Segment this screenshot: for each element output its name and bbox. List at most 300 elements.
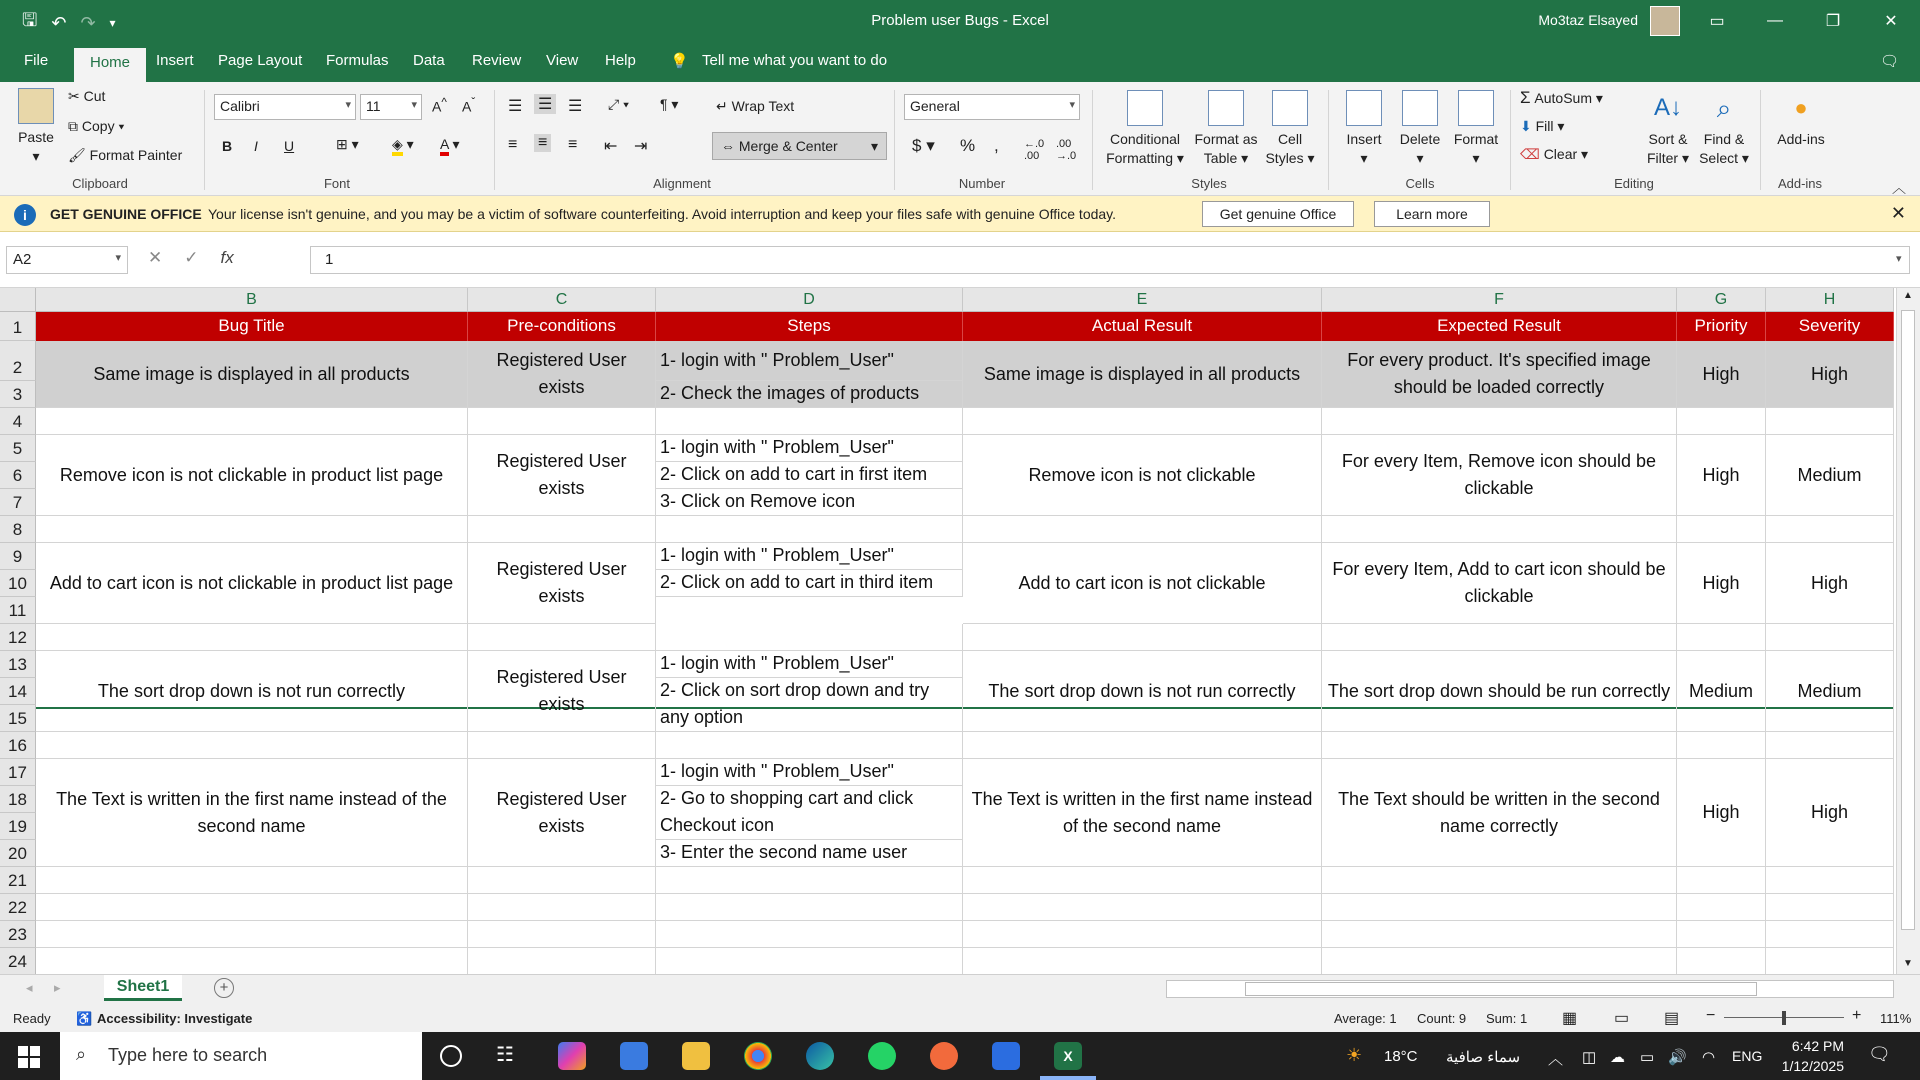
wrap-icon: ↵ xyxy=(716,98,728,114)
bug-priority-cell[interactable]: High xyxy=(1677,759,1766,867)
formula-input[interactable]: 1 xyxy=(310,246,1910,274)
number-group-label: Number xyxy=(958,176,1006,191)
row-header[interactable]: 12 xyxy=(0,624,36,651)
empty-cell[interactable] xyxy=(36,894,468,921)
empty-cell[interactable] xyxy=(656,894,963,921)
row-header[interactable]: 11 xyxy=(0,597,36,624)
bug-actual-cell[interactable]: Add to cart icon is not clickable xyxy=(963,543,1322,624)
bug-step-cell[interactable]: 2- Click on add to cart in first item xyxy=(656,462,963,489)
zoom-in-icon[interactable]: + xyxy=(1852,1007,1862,1024)
insert-function-button[interactable]: fx xyxy=(220,248,234,267)
bug-title-cell[interactable]: The Text is written in the first name instead of the second name xyxy=(36,759,468,867)
bug-priority-cell[interactable]: Medium xyxy=(1677,651,1766,732)
cut-button[interactable]: ✂ Cut xyxy=(68,88,106,104)
empty-cell[interactable] xyxy=(656,408,963,435)
bug-severity-cell[interactable]: High xyxy=(1766,759,1894,867)
bug-actual-cell[interactable]: The Text is written in the first name instead of the second name xyxy=(963,759,1322,867)
weather-description[interactable]: سماء صافية xyxy=(1446,1049,1521,1066)
table-icon xyxy=(1208,90,1244,126)
name-box[interactable]: A2 ▾ xyxy=(6,246,128,274)
task-view-icon[interactable] xyxy=(440,1045,462,1067)
cell-styles-button[interactable]: Cell Styles ▾ xyxy=(1262,90,1318,168)
bug-step-cell[interactable]: 1- login with " Problem_User" xyxy=(656,543,963,570)
conditional-formatting-button[interactable]: Conditional Formatting ▾ xyxy=(1100,90,1190,168)
zoom-slider-thumb[interactable] xyxy=(1782,1011,1786,1025)
empty-cell[interactable] xyxy=(963,867,1322,894)
empty-cell[interactable] xyxy=(468,408,656,435)
normal-view-icon[interactable]: ▦ xyxy=(1562,1010,1578,1027)
header-cell-priority[interactable]: Priority xyxy=(1677,312,1766,341)
bug-step-cell[interactable]: 1- login with " Problem_User" xyxy=(656,759,963,786)
title-bar xyxy=(0,0,1920,42)
insert-cells-icon xyxy=(1346,90,1382,126)
row-header[interactable]: 24 xyxy=(0,948,36,974)
add-sheet-icon[interactable]: + xyxy=(214,978,234,998)
decrease-decimal-icon[interactable]: .00 →.0 xyxy=(1056,138,1077,162)
empty-cell[interactable] xyxy=(1677,894,1766,921)
sigma-icon: Σ xyxy=(1520,88,1531,107)
currency-button[interactable]: $ ▾ xyxy=(912,136,935,155)
banner-message: Your license isn't genuine, and you may be a victim of software counterfeiting. Avoid interruption and keep your files safe with genuine Office today. xyxy=(208,206,1117,222)
row-header[interactable]: 15 xyxy=(0,705,36,732)
bug-title-cell[interactable]: The sort drop down is not run correctly xyxy=(36,651,468,732)
empty-cell[interactable] xyxy=(963,732,1322,759)
percent-button[interactable]: % xyxy=(960,136,976,155)
bug-actual-cell[interactable]: Same image is displayed in all products xyxy=(963,341,1322,408)
empty-cell[interactable] xyxy=(963,408,1322,435)
bug-step-cell[interactable]: 2- Check the images of products xyxy=(656,381,963,408)
empty-cell[interactable] xyxy=(1677,732,1766,759)
bug-step-cell[interactable]: 2- Click on sort drop down and try any option xyxy=(656,678,963,732)
tab-view[interactable]: View xyxy=(546,52,579,69)
temperature[interactable]: 18°C xyxy=(1384,1048,1418,1065)
row-header[interactable]: 1 xyxy=(0,312,36,341)
wrap-text-button[interactable]: ↵ Wrap Text xyxy=(716,98,795,114)
empty-cell[interactable] xyxy=(468,624,656,651)
sort-filter-button[interactable]: A↓ Sort & Filter ▾ xyxy=(1640,90,1696,168)
chrome-icon[interactable] xyxy=(744,1042,772,1070)
accessibility-icon: ♿ xyxy=(76,1011,93,1026)
middle-align-icon[interactable]: ☰ xyxy=(534,94,556,114)
bug-priority-cell[interactable]: High xyxy=(1677,435,1766,516)
column-header-d[interactable]: D xyxy=(656,288,963,312)
ribbon-tabs xyxy=(0,42,1920,82)
ribbon xyxy=(0,82,1920,196)
empty-cell[interactable] xyxy=(656,867,963,894)
row-header[interactable]: 14 xyxy=(0,678,36,705)
editing-group-label: Editing xyxy=(1614,176,1654,191)
empty-cell[interactable] xyxy=(36,948,468,974)
clock[interactable] xyxy=(1782,1036,1844,1076)
empty-cell[interactable] xyxy=(1322,516,1677,543)
tab-page-layout[interactable]: Page Layout xyxy=(218,52,303,69)
italic-button[interactable]: I xyxy=(254,138,258,154)
format-cells-icon xyxy=(1458,90,1494,126)
cell-styles-icon xyxy=(1272,90,1308,126)
customize-qat-icon[interactable]: ▾ xyxy=(109,16,116,30)
fill-button[interactable]: ⬇ Fill ▾ xyxy=(1520,118,1565,134)
fill-color-icon[interactable]: ◈ ▾ xyxy=(392,136,414,153)
copy-button[interactable]: ⧉ Copy ▾ xyxy=(68,118,125,134)
header-cell-severity[interactable]: Severity xyxy=(1766,312,1894,341)
empty-cell[interactable] xyxy=(1766,921,1894,948)
enter-icon[interactable]: ✓ xyxy=(184,248,199,267)
row-header[interactable]: 18 xyxy=(0,786,36,813)
autosum-button[interactable]: Σ AutoSum ▾ xyxy=(1520,88,1603,107)
empty-cell[interactable] xyxy=(1322,867,1677,894)
find-select-button[interactable]: ⌕ Find & Select ▾ xyxy=(1696,90,1752,168)
shrink-font-icon[interactable]: $A^ˇ$ xyxy=(462,96,476,115)
column-header-h[interactable]: H xyxy=(1766,288,1894,312)
header-cell-bug-title[interactable]: Bug Title xyxy=(36,312,468,341)
bug-expected-cell[interactable]: For every Item, Remove icon should be clickable xyxy=(1322,435,1677,516)
empty-cell[interactable] xyxy=(1766,867,1894,894)
tab-file[interactable]: File xyxy=(24,52,49,69)
empty-cell[interactable] xyxy=(1322,624,1677,651)
close-icon[interactable]: ✕ xyxy=(1884,13,1898,30)
redo-icon[interactable]: ↷ xyxy=(80,12,96,33)
postman-icon[interactable] xyxy=(930,1042,958,1070)
empty-cell[interactable] xyxy=(468,948,656,974)
empty-cell[interactable] xyxy=(1322,732,1677,759)
status-count: Count: 9 xyxy=(1417,1011,1467,1026)
align-center-icon[interactable]: ≡ xyxy=(534,134,551,152)
conditional-formatting-icon xyxy=(1127,90,1163,126)
horizontal-scrollbar[interactable] xyxy=(1166,980,1894,998)
paste-icon xyxy=(18,88,54,124)
empty-cell[interactable] xyxy=(36,921,468,948)
formula-bar xyxy=(0,232,1920,288)
row-header[interactable]: 2 xyxy=(0,341,36,381)
horizontal-scroll-thumb[interactable] xyxy=(1245,982,1757,996)
empty-cell[interactable] xyxy=(1322,408,1677,435)
search-icon: ⌕ xyxy=(76,1044,87,1064)
column-header-c[interactable]: C xyxy=(468,288,656,312)
bug-pre-cell[interactable]: Registered User exists xyxy=(468,651,656,732)
format-as-table-button[interactable]: Format as Table ▾ xyxy=(1190,90,1262,168)
empty-cell[interactable] xyxy=(1677,948,1766,974)
bug-pre-cell[interactable]: Registered User exists xyxy=(468,435,656,516)
sheet-tab-bar xyxy=(0,974,1920,1004)
banner-close-icon[interactable]: ✕ xyxy=(1890,203,1906,223)
bug-step-cell[interactable]: 1- login with " Problem_User" xyxy=(656,435,963,462)
row-header[interactable]: 8 xyxy=(0,516,36,543)
sheet-tab-sheet1[interactable]: Sheet1 xyxy=(104,975,182,1001)
empty-cell[interactable] xyxy=(1677,867,1766,894)
bug-priority-cell[interactable]: High xyxy=(1677,341,1766,408)
rtl-icon[interactable]: ¶ ▾ xyxy=(660,96,679,112)
learn-more-button[interactable]: Learn more xyxy=(1374,201,1490,227)
windows-taskbar xyxy=(0,1032,1920,1080)
bug-actual-cell[interactable]: Remove icon is not clickable xyxy=(963,435,1322,516)
bug-step-cell[interactable]: 3- Click on Remove icon xyxy=(656,489,963,516)
column-header-g[interactable]: G xyxy=(1677,288,1766,312)
column-header-e[interactable]: E xyxy=(963,288,1322,312)
grow-font-icon[interactable]: A^ xyxy=(432,96,447,115)
empty-cell[interactable] xyxy=(1677,408,1766,435)
empty-cell[interactable] xyxy=(656,921,963,948)
bottom-align-icon[interactable]: ☰ xyxy=(568,98,583,115)
column-header-f[interactable]: F xyxy=(1322,288,1677,312)
align-right-icon[interactable]: ≡ xyxy=(568,136,578,153)
empty-cell[interactable] xyxy=(1766,948,1894,974)
empty-cell[interactable] xyxy=(36,516,468,543)
alignment-group-label: Alignment xyxy=(653,176,711,191)
weather-icon: ☀ xyxy=(1346,1045,1363,1065)
tab-review[interactable]: Review xyxy=(472,52,522,69)
expand-formula-bar-icon[interactable]: ▾ xyxy=(1896,253,1902,265)
row-header[interactable]: 19 xyxy=(0,813,36,840)
eraser-icon: ⌫ xyxy=(1520,146,1540,162)
scissors-icon: ✂ xyxy=(68,88,80,104)
save-icon[interactable]: 🖫 xyxy=(22,10,38,30)
tab-data[interactable]: Data xyxy=(413,52,445,69)
bug-expected-cell[interactable]: For every product. It's specified image should be loaded correctly xyxy=(1322,341,1677,408)
bug-title-cell[interactable]: Remove icon is not clickable in product list page xyxy=(36,435,468,516)
empty-cell[interactable] xyxy=(656,516,963,543)
fill-down-icon: ⬇ xyxy=(1520,118,1532,134)
bug-step-cell[interactable]: 2- Go to shopping cart and click Checkout icon xyxy=(656,786,963,840)
bug-severity-cell[interactable]: Medium xyxy=(1766,435,1894,516)
empty-cell[interactable] xyxy=(1677,516,1766,543)
row-header[interactable]: 23 xyxy=(0,921,36,948)
get-genuine-office-button[interactable]: Get genuine Office xyxy=(1202,201,1354,227)
empty-cell[interactable] xyxy=(36,624,468,651)
bold-button[interactable]: B xyxy=(222,138,233,154)
row-header[interactable]: 4 xyxy=(0,408,36,435)
tab-insert[interactable]: Insert xyxy=(156,52,194,69)
restore-icon[interactable]: ❐ xyxy=(1825,13,1841,30)
number-format-combo[interactable]: General ▾ xyxy=(904,94,1080,120)
cancel-icon[interactable]: ✕ xyxy=(148,248,163,267)
orientation-icon[interactable]: ⤢ ▾ xyxy=(608,96,629,112)
collapse-ribbon-icon[interactable]: ︿ xyxy=(1892,180,1906,196)
vertical-scroll-thumb[interactable] xyxy=(1901,310,1915,930)
borders-icon[interactable]: ⊞ ▾ xyxy=(336,136,359,152)
empty-cell[interactable] xyxy=(963,624,1322,651)
row-header[interactable]: 13 xyxy=(0,651,36,678)
tab-home[interactable]: Home xyxy=(74,48,146,82)
status-ready: Ready xyxy=(13,1011,51,1026)
taskbar-search[interactable]: ⌕ Type here to search xyxy=(60,1032,422,1080)
excel-active-indicator xyxy=(1040,1076,1096,1080)
zoom-level[interactable]: 111% xyxy=(1880,1011,1912,1026)
add-ins-button[interactable]: ● Add-ins xyxy=(1768,90,1834,149)
status-sum: Sum: 1 xyxy=(1486,1011,1528,1026)
paste-button[interactable]: Paste ▾ xyxy=(14,88,58,166)
row-header[interactable]: 6 xyxy=(0,462,36,489)
comments-icon[interactable]: 🗨 xyxy=(1880,53,1900,70)
empty-cell[interactable] xyxy=(963,516,1322,543)
insert-cells-button[interactable]: Insert ▾ xyxy=(1336,90,1392,168)
battery-icon[interactable]: ▭ xyxy=(1640,1049,1655,1066)
excel-taskbar-icon[interactable]: X xyxy=(1054,1042,1082,1070)
bug-expected-cell[interactable]: For every Item, Add to cart icon should be clickable xyxy=(1322,543,1677,624)
lightbulb-icon: 💡 xyxy=(670,53,689,70)
bug-severity-cell[interactable]: High xyxy=(1766,341,1894,408)
widgets-icon[interactable]: ☷ xyxy=(496,1044,514,1066)
tab-help[interactable]: Help xyxy=(605,52,636,69)
genuine-office-banner xyxy=(0,196,1920,232)
bug-step-cell[interactable]: 2- Click on add to cart in third item xyxy=(656,570,963,597)
vertical-scrollbar[interactable]: ▲ ▼ xyxy=(1896,288,1920,974)
banner-title: GET GENUINE OFFICE xyxy=(50,206,202,222)
file-explorer-icon[interactable] xyxy=(682,1042,710,1070)
row-header[interactable]: 5 xyxy=(0,435,36,462)
empty-cell[interactable] xyxy=(963,921,1322,948)
bug-title-cell[interactable]: Add to cart icon is not clickable in product list page xyxy=(36,543,468,624)
column-header-b[interactable]: B xyxy=(36,288,468,312)
bug-step-cell[interactable]: 1- login with " Problem_User" xyxy=(656,341,963,381)
empty-cell[interactable] xyxy=(656,948,963,974)
merge-center-button[interactable]: ⇔ Merge & Center ▾ xyxy=(712,132,887,160)
user-name[interactable]: Mo3taz Elsayed xyxy=(1538,12,1638,28)
sort-icon: A↓ xyxy=(1653,94,1682,121)
clock-time: 6:42 PM xyxy=(1791,1038,1844,1054)
comma-button[interactable]: , xyxy=(994,136,999,155)
wifi-icon[interactable]: ◠ xyxy=(1702,1049,1716,1066)
copilot-icon[interactable] xyxy=(558,1042,586,1070)
increase-decimal-icon[interactable]: ←.0 .00 xyxy=(1024,138,1045,162)
format-painter-button[interactable]: 🖌 Format Painter xyxy=(68,147,183,163)
meet-icon[interactable]: ◫ xyxy=(1582,1049,1597,1066)
whatsapp-icon[interactable] xyxy=(868,1042,896,1070)
header-cell-pre[interactable]: Pre-conditions xyxy=(468,312,656,341)
store-icon[interactable] xyxy=(620,1042,648,1070)
header-cell-steps[interactable]: Steps xyxy=(656,312,963,341)
font-name-combo[interactable]: Calibri ▾ xyxy=(214,94,356,120)
bug-pre-cell[interactable]: Registered User exists xyxy=(468,543,656,624)
styles-group-label: Styles xyxy=(1191,176,1227,191)
empty-cell[interactable] xyxy=(1766,624,1894,651)
font-color-icon[interactable]: A ▾ xyxy=(440,136,460,153)
empty-cell[interactable] xyxy=(468,921,656,948)
copy-icon: ⧉ xyxy=(68,118,78,134)
bug-priority-cell[interactable]: High xyxy=(1677,543,1766,624)
avatar[interactable] xyxy=(1650,6,1680,36)
status-average: Average: 1 xyxy=(1334,1011,1397,1026)
tab-formulas[interactable]: Formulas xyxy=(326,52,389,69)
empty-cell[interactable] xyxy=(1766,732,1894,759)
top-align-icon[interactable]: ☰ xyxy=(508,98,523,115)
empty-cell[interactable] xyxy=(36,732,468,759)
font-group-label: Font xyxy=(323,176,350,191)
bug-actual-cell[interactable]: The sort drop down is not run correctly xyxy=(963,651,1322,732)
row-header[interactable]: 22 xyxy=(0,894,36,921)
cells-group-label: Cells xyxy=(1405,176,1435,191)
font-size-combo[interactable]: 11 ▾ xyxy=(360,94,422,120)
bug-expected-cell[interactable]: The sort drop down should be run correctly xyxy=(1322,651,1677,732)
empty-cell[interactable] xyxy=(1766,516,1894,543)
empty-cell[interactable] xyxy=(36,408,468,435)
tell-me-box[interactable]: Tell me what you want to do xyxy=(702,52,888,69)
delete-cells-button[interactable]: Delete ▾ xyxy=(1392,90,1448,168)
clipboard-group-label: Clipboard xyxy=(72,176,128,191)
accessibility-status[interactable]: Accessibility: Investigate xyxy=(97,1011,253,1026)
underline-button[interactable]: U xyxy=(284,138,295,154)
zoom-out-icon[interactable]: − xyxy=(1706,1007,1716,1024)
brush-icon: 🖌 xyxy=(68,147,86,163)
empty-cell[interactable] xyxy=(36,867,468,894)
delete-cells-icon xyxy=(1402,90,1438,126)
header-cell-actual[interactable]: Actual Result xyxy=(963,312,1322,341)
prev-sheet-icon[interactable]: ◂ xyxy=(26,980,33,995)
decrease-indent-icon[interactable]: ⇤ xyxy=(604,138,618,155)
page-break-view-icon[interactable]: ▤ xyxy=(1664,1010,1680,1027)
empty-cell[interactable] xyxy=(468,732,656,759)
add-ins-icon: ● xyxy=(1794,95,1808,120)
language-indicator[interactable]: ENG xyxy=(1732,1048,1763,1064)
windows-start-icon[interactable] xyxy=(18,1046,40,1068)
bug-pre-cell[interactable]: Registered User exists xyxy=(468,341,656,408)
bug-expected-cell[interactable]: The Text should be written in the second name correctly xyxy=(1322,759,1677,867)
empty-cell[interactable] xyxy=(468,516,656,543)
empty-cell[interactable] xyxy=(656,624,963,651)
bug-step-cell[interactable]: 3- Enter the second name user xyxy=(656,840,963,867)
bug-severity-cell[interactable]: High xyxy=(1766,543,1894,624)
empty-cell[interactable] xyxy=(1766,894,1894,921)
minimize-icon[interactable]: — xyxy=(1767,12,1783,29)
empty-cell[interactable] xyxy=(1677,624,1766,651)
add-ins-group-label: Add-ins xyxy=(1777,176,1823,191)
increase-indent-icon[interactable]: ⇥ xyxy=(634,138,648,155)
snipping-tool-icon[interactable] xyxy=(992,1042,1020,1070)
tray-overflow-icon[interactable]: ︿ xyxy=(1548,1051,1564,1068)
undo-icon[interactable]: ↶ xyxy=(51,12,67,33)
row-header[interactable]: 17 xyxy=(0,759,36,786)
row-header[interactable]: 21 xyxy=(0,867,36,894)
document-title: Problem user Bugs - Excel xyxy=(871,12,1049,29)
empty-cell[interactable] xyxy=(1322,894,1677,921)
page-layout-view-icon[interactable]: ▭ xyxy=(1614,1010,1630,1027)
volume-icon[interactable]: 🔊 xyxy=(1668,1049,1687,1066)
bug-severity-cell[interactable]: Medium xyxy=(1766,651,1894,732)
empty-cell[interactable] xyxy=(963,894,1322,921)
bug-title-cell[interactable]: Same image is displayed in all products xyxy=(36,341,468,408)
row-header[interactable]: 7 xyxy=(0,489,36,516)
worksheet-grid[interactable] xyxy=(0,288,1920,974)
edge-icon[interactable] xyxy=(806,1042,834,1070)
empty-cell[interactable] xyxy=(1322,921,1677,948)
bug-pre-cell[interactable]: Registered User exists xyxy=(468,759,656,867)
empty-cell[interactable] xyxy=(656,732,963,759)
onedrive-icon[interactable]: ☁ xyxy=(1610,1049,1625,1066)
row-header[interactable]: 16 xyxy=(0,732,36,759)
row-header[interactable]: 10 xyxy=(0,570,36,597)
row-header[interactable]: 3 xyxy=(0,381,36,408)
select-all-corner[interactable] xyxy=(0,288,36,312)
empty-cell[interactable] xyxy=(468,894,656,921)
empty-cell[interactable] xyxy=(468,867,656,894)
empty-cell[interactable] xyxy=(963,948,1322,974)
row-header[interactable]: 20 xyxy=(0,840,36,867)
clear-button[interactable]: ⌫ Clear ▾ xyxy=(1520,146,1589,162)
format-cells-button[interactable]: Format ▾ xyxy=(1446,90,1506,168)
row-header[interactable]: 9 xyxy=(0,543,36,570)
bug-step-cell[interactable]: 1- login with " Problem_User" xyxy=(656,651,963,678)
notifications-icon[interactable]: 🗨 xyxy=(1868,1044,1891,1064)
align-left-icon[interactable]: ≡ xyxy=(508,136,518,153)
status-bar xyxy=(0,1004,1920,1032)
empty-cell[interactable] xyxy=(1766,408,1894,435)
info-icon: i xyxy=(14,204,36,226)
empty-cell[interactable] xyxy=(1677,921,1766,948)
header-cell-expected[interactable]: Expected Result xyxy=(1322,312,1677,341)
ribbon-display-icon[interactable]: ▭ xyxy=(1709,13,1725,30)
clock-date: 1/12/2025 xyxy=(1781,1058,1844,1074)
empty-cell[interactable] xyxy=(1322,948,1677,974)
next-sheet-icon[interactable]: ▸ xyxy=(54,980,61,995)
